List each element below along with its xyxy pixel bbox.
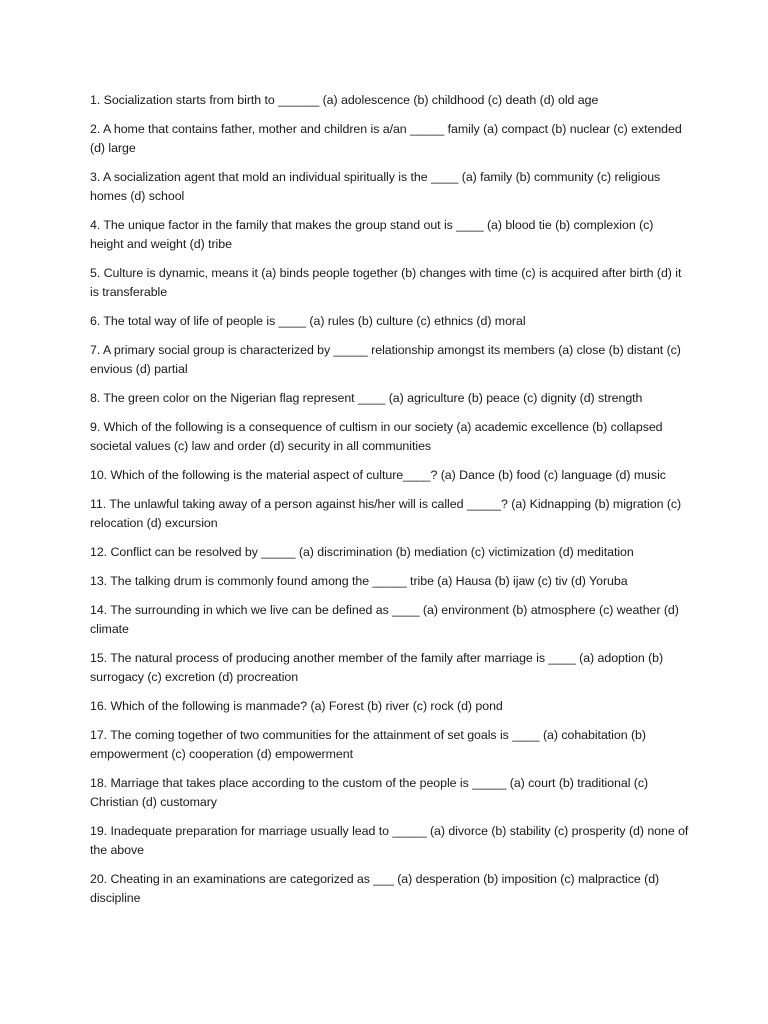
question-14: 14. The surrounding in which we live can be defined as ____ (a) environment (b) atmosphere (c) weather (d) climate [90,603,679,636]
question-7: 7. A primary social group is characterized by _____ relationship amongst its members (a) close (b) distant (c) envious (d) partial [90,343,681,376]
question-13: 13. The talking drum is commonly found among the _____ tribe (a) Hausa (b) ijaw (c) tiv (d) Yoruba [90,574,628,588]
question-9: 9. Which of the following is a consequence of cultism in our society (a) academic excellence (b) collapsed societal values (c) law and order (d) security in all communities [90,420,663,453]
question-4: 4. The unique factor in the family that makes the group stand out is ____ (a) blood tie (b) complexion (c) height and weight (d) tribe [90,218,654,251]
question-1: 1. Socialization starts from birth to ______ (a) adolescence (b) childhood (c) death (d) old age [90,93,599,107]
question-17: 17. The coming together of two communities for the attainment of set goals is ____ (a) cohabitation (b) empowerment (c) cooperation (d) empowerment [90,728,646,761]
question-11: 11. The unlawful taking away of a person against his/her will is called _____? (a) Kidnapping (b) migration (c) relocation (d) excursion [90,497,682,530]
question-5: 5. Culture is dynamic, means it (a) binds people together (b) changes with time (c) is acquired after birth (d) it is transferable [90,266,682,299]
question-20: 20. Cheating in an examinations are categorized as ___ (a) desperation (b) imposition (c) malpractice (d) discipline [90,872,660,905]
question-2: 2. A home that contains father, mother and children is a/an _____ family (a) compact (b) nuclear (c) extended (d) large [90,122,682,155]
question-10: 10. Which of the following is the material aspect of culture____? (a) Dance (b) food (c) language (d) music [90,468,666,482]
question-19: 19. Inadequate preparation for marriage usually lead to _____ (a) divorce (b) stability (c) prosperity (d) none of the above [90,824,689,857]
question-3: 3. A socialization agent that mold an individual spiritually is the ____ (a) family (b) community (c) religious homes (d) school [90,170,661,203]
question-8: 8. The green color on the Nigerian flag represent ____ (a) agriculture (b) peace (c) dignity (d) strength [90,391,643,405]
question-16: 16. Which of the following is manmade? (a) Forest (b) river (c) rock (d) pond [90,699,503,713]
question-18: 18. Marriage that takes place according to the custom of the people is _____ (a) court (b) traditional (c) Christian (d) customary [90,776,649,809]
question-12: 12. Conflict can be resolved by _____ (a) discrimination (b) mediation (c) victimization (d) meditation [90,545,634,559]
question-15: 15. The natural process of producing another member of the family after marriage is ____ (a) adoption (b) surrogacy (c) excretion (d) procreation [90,651,664,684]
question-list [90,91,690,918]
question-6: 6. The total way of life of people is ____ (a) rules (b) culture (c) ethnics (d) moral [90,314,526,328]
